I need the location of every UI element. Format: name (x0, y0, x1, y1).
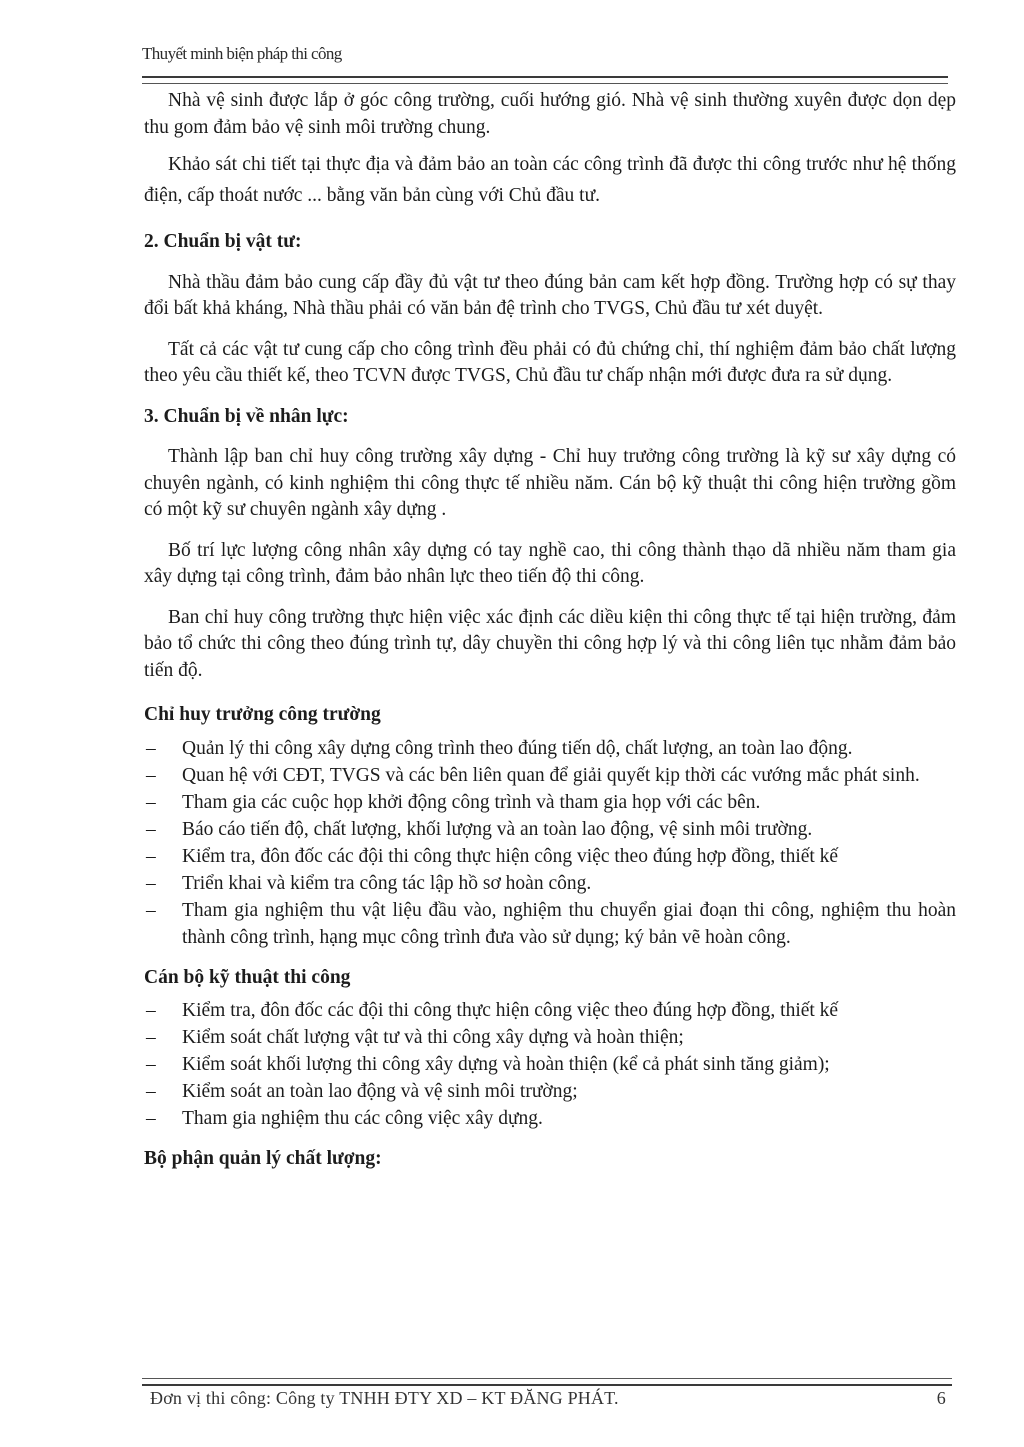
list-item: – Báo cáo tiến độ, chất lượng, khối lượng và an toàn lao động, vệ sinh môi trường. (144, 816, 956, 843)
intro-paragraph-2: Khảo sát chi tiết tại thực địa và đảm bảo an toàn các công trình đã được thi công trước như hệ thống điện, cấp thoát nước ... bằng văn bản cùng với Chủ đầu tư. (144, 154, 956, 206)
site-manager-duties-list (144, 735, 956, 951)
list-item: – Quản lý thi công xây dựng công trình theo đúng tiến dộ, chất lượng, an toàn lao động. (144, 735, 956, 762)
section-2-paragraph-2: Tất cả các vật tư cung cấp cho công trình đều phải có đủ chứng chỉ, thí nghiệm đảm bảo chất lượng theo yêu cầu thiết kế, theo TCVN được TVGS, Chủ đầu tư chấp nhận mới được đưa ra sử dụng. (144, 338, 956, 386)
site-manager-heading: Chỉ huy trưởng công trường (144, 704, 381, 725)
list-item: – Triển khai và kiểm tra công tác lập hồ sơ hoàn công. (144, 870, 956, 897)
quality-dept-heading: Bộ phận quản lý chất lượng: (144, 1148, 382, 1169)
intro-paragraph-1: Nhà vệ sinh được lắp ở góc công trường, cuối hướng gió. Nhà vệ sinh thường xuyên được dọn dẹp thu gom đảm bảo vệ sinh môi trường chung. (144, 90, 956, 138)
technical-staff-duties-list (144, 997, 956, 1132)
list-item: – Kiểm tra, đôn đốc các đội thi công thực hiện công việc theo đúng hợp đồng, thiết kế (144, 843, 956, 870)
section-3-heading: 3. Chuẩn bị về nhân lực: (144, 405, 349, 427)
list-item: – Quan hệ với CĐT, TVGS và các bên liên quan để giải quyết kịp thời các vướng mắc phát sinh. (144, 762, 956, 789)
list-item: – Tham gia nghiệm thu các công việc xây dựng. (144, 1105, 956, 1132)
document-body (144, 88, 956, 1173)
section-2-paragraph-1: Nhà thầu đảm bảo cung cấp đầy đủ vật tư theo đúng bản cam kết hợp đồng. Trường hợp có sự thay đổi bất khả kháng, Nhà thầu phải có văn bản đệ trình cho TVGS, Chủ đầu tư xét duyệt. (144, 271, 956, 319)
footer-divider (142, 1378, 952, 1386)
footer-company: Đơn vị thi công: Công ty TNHH ĐTY XD – KT ĐĂNG PHÁT. (150, 1388, 619, 1408)
list-item: – Tham gia các cuộc họp khởi động công trình và tham gia họp với các bên. (144, 789, 956, 816)
section-3-paragraph-3: Ban chỉ huy công trường thực hiện việc xác định các diều kiện thi công thực tế tại hiện trường, đảm bảo tổ chức thi công theo đúng trình tự, dây chuyền thi công hợp lý và thi công liên tục nhằm đảm bảo tiến độ. (144, 606, 956, 681)
section-3-paragraph-2: Bố trí lực lượng công nhân xây dựng có tay nghề cao, thi công thành thạo dã nhiều năm tham gia xây dựng tại công trình, đảm bảo nhân lực theo tiến độ thi công. (144, 539, 956, 587)
header-divider (142, 76, 948, 84)
section-2-heading: 2. Chuẩn bị vật tư: (144, 231, 302, 252)
section-3-paragraph-1: Thành lập ban chỉ huy công trường xây dựng - Chỉ huy trưởng công trường là kỹ sư xây dựng có chuyên ngành, có kinh nghiệm thi công thực tế nhiều năm. Cán bộ kỹ thuật thi công hiện trường gồm có một kỹ sư chuyên ngành xây dựng . (144, 446, 956, 520)
page-footer (150, 1388, 950, 1409)
page-header-title: Thuyết minh biện pháp thi công (142, 44, 342, 63)
page-number: 6 (936, 1388, 946, 1408)
list-item: – Kiểm soát an toàn lao động và vệ sinh môi trường; (144, 1078, 956, 1105)
list-item: – Kiểm tra, đôn đốc các đội thi công thực hiện công việc theo đúng hợp đồng, thiết kế (144, 997, 956, 1024)
technical-staff-heading: Cán bộ kỹ thuật thi công (144, 966, 351, 988)
list-item: – Kiểm soát chất lượng vật tư và thi công xây dựng và hoàn thiện; (144, 1024, 956, 1051)
list-item: – Tham gia nghiệm thu vật liệu đầu vào, nghiệm thu chuyển giai đoạn thi công, nghiệm thu hoàn thành công trình, hạng mục công trình đưa vào sử dụng; ký bản vẽ hoàn công. (144, 897, 956, 951)
list-item: – Kiểm soát khối lượng thi công xây dựng và hoàn thiện (kể cả phát sinh tăng giảm); (144, 1051, 956, 1078)
